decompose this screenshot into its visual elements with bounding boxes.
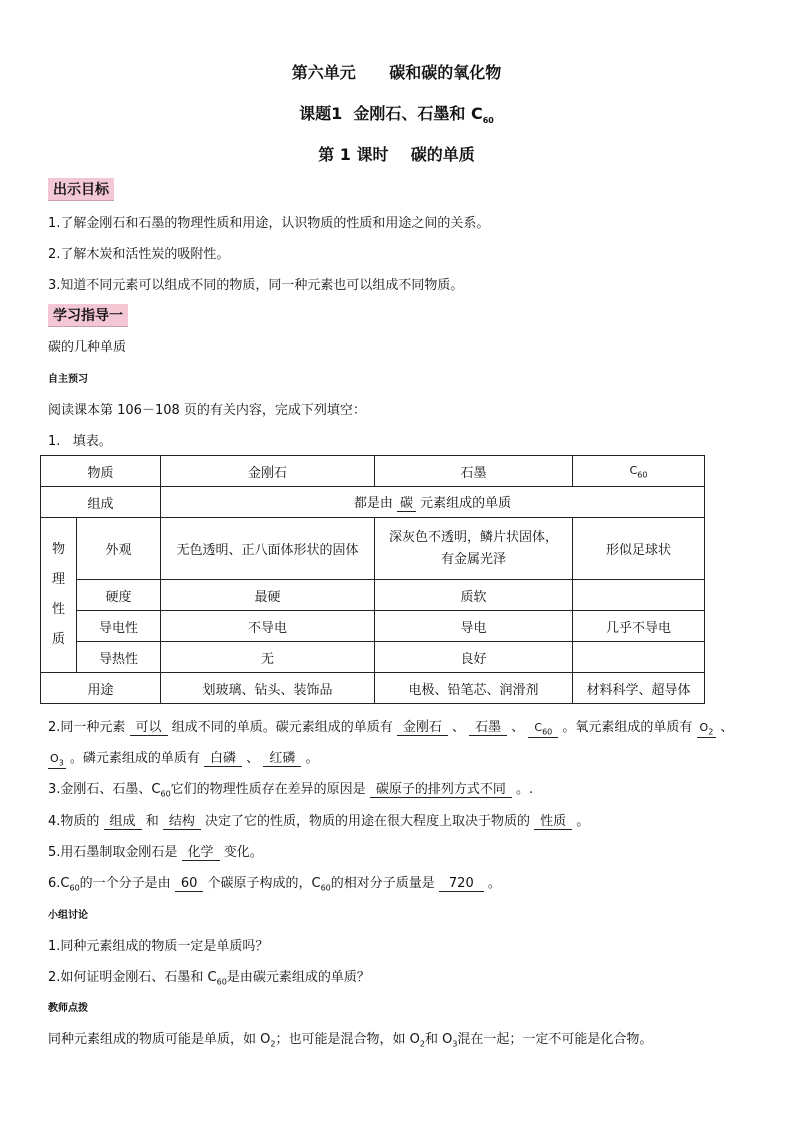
teacher-text: 同种元素组成的物质可能是单质，如 O [48,1032,271,1047]
header-c60 [573,456,705,487]
carbon-table [40,455,705,704]
teacher-note [48,1028,652,1049]
header-c60-sub: 60 [637,470,648,480]
discussion-q1: 1.同种元素组成的物质一定是单质吗？ [48,939,269,954]
diamond-thermal: 无 [161,642,375,673]
composition-label: 组成 [41,487,161,518]
q3-text: 。. [511,782,534,797]
graphite-appearance-2: 有金属光泽 [440,551,506,567]
table-row [41,456,705,487]
question-2-line-1 [48,716,733,738]
q4-answer-property: 性质 [534,810,572,830]
q6-sub: 60 [320,883,331,893]
q6-text: 6.C [48,876,70,891]
c60-thermal [573,642,705,673]
question-5 [48,841,263,861]
q5-text: 5.用石墨制取金刚石是 [48,845,182,860]
q2-answer-o2 [697,720,717,738]
q3-text: 3.金刚石、石墨、C [48,782,161,797]
q6-answer-atoms: 60 [175,876,204,892]
discussion-q2-text: 2.如何证明金刚石、石墨和 C [48,970,217,985]
q2-text: 、 [242,751,264,766]
table-row [41,611,705,642]
header-diamond: 金刚石 [161,456,375,487]
teacher-label: 教师点拨 [48,1003,88,1014]
discussion-q2-sub: 60 [216,977,227,987]
q2-o3-sub: 3 [58,758,64,768]
prop-conductivity: 导电性 [77,611,161,642]
period-title: 第 1 课时 碳的单质 [318,145,475,164]
graphite-use: 电极、铅笔芯、润滑剂 [375,673,573,704]
goal-item-3: 3.知道不同元素可以组成不同的物质，同一种元素也可以组成不同物质。 [48,278,464,293]
q4-answer-structure: 结构 [163,810,201,830]
q6-text: 。 [483,876,501,891]
q2-o2-text: O [699,721,709,734]
question-4 [48,810,589,830]
c60-conductivity: 几乎不导电 [573,611,705,642]
q2-text: 。磷元素组成的单质有 [65,751,205,766]
teacher-sub: 3 [452,1039,458,1049]
composition-pre: 都是由 [353,496,397,511]
q2-answer-diamond: 金刚石 [397,716,448,736]
q2-text: 。氧元素组成的单质有 [558,720,697,735]
goal-item-1: 1.了解金刚石和石墨的物理性质和用途，认识物质的性质和用途之间的关系。 [48,216,490,231]
q3-sub: 60 [160,789,171,799]
composition-post: 元素组成的单质 [416,496,512,511]
table-row [41,642,705,673]
phys-label-char: 性 [51,602,65,617]
q5-text: 变化。 [219,845,263,860]
phys-label-char: 物 [51,542,65,557]
unit-title: 第六单元 碳和碳的氧化物 [291,63,502,82]
q2-o3-text: O [50,752,59,765]
guide-tag: 学习指导一 [48,304,128,327]
q2-c60-sub: 60 [542,727,553,737]
q2-text: 2.同一种元素 [48,720,130,735]
graphite-hardness: 质软 [375,580,573,611]
lesson-title-text: 课题1 金刚石、石墨和 C [299,104,483,123]
phys-label-char: 质 [51,632,65,647]
phys-label [41,518,77,673]
prop-appearance: 外观 [77,518,161,580]
composition-value [161,487,705,518]
teacher-text: 和 O [424,1032,453,1047]
teacher-sub: 2 [270,1039,276,1049]
q2-o2-sub: 2 [708,727,714,737]
q6-text: 个碳原子构成的，C [203,876,321,891]
q2-text: 、 [447,720,470,735]
graphite-thermal: 良好 [375,642,573,673]
q2-text: 、 [716,720,734,735]
table-row [41,673,705,704]
q4-text: 4.物质的 [48,814,104,829]
q3-answer: 碳原子的排列方式不同 [370,778,512,798]
question-1: 1. 填表。 [48,434,112,449]
guide-intro: 阅读课本第 106－108 页的有关内容，完成下列填空： [48,403,366,418]
q2-text: 组成不同的单质。碳元素组成的单质有 [167,720,397,735]
header-substance: 物质 [41,456,161,487]
phys-label-char: 理 [51,572,65,587]
header-c60-text: C [629,463,638,477]
composition-answer: 碳 [397,492,416,512]
table-row [41,580,705,611]
q4-text: 。 [572,814,590,829]
q3-text: 它们的物理性质存在差异的原因是 [170,782,370,797]
teacher-sub: 2 [419,1039,425,1049]
q2-answer-o3 [48,751,66,769]
discussion-q2 [48,966,370,987]
diamond-appearance: 无色透明、正八面体形状的固体 [161,518,375,580]
q2-c60-text: C [534,721,543,734]
graphite-conductivity: 导电 [375,611,573,642]
q5-answer: 化学 [182,841,220,861]
prop-hardness: 硬度 [77,580,161,611]
teacher-text: 混在一起；一定不可能是化合物。 [457,1032,653,1047]
q2-answer-c60 [528,720,558,738]
lesson-title [0,101,793,125]
c60-appearance: 形似足球状 [573,518,705,580]
q6-sub: 60 [69,883,80,893]
teacher-text: ；也可能是混合物，如 O [275,1032,420,1047]
table-row [41,487,705,518]
use-label: 用途 [41,673,161,704]
graphite-appearance-1: 深灰色不透明，鳞片状固体， [388,529,558,545]
preview-label: 自主预习 [48,374,88,385]
q2-answer-red-phosphorus: 红磷 [263,747,301,767]
table-row [41,518,705,580]
lesson-title-sub: 60 [482,116,494,126]
goals-tag: 出示目标 [48,178,114,201]
diamond-conductivity: 不导电 [161,611,375,642]
prop-thermal: 导热性 [77,642,161,673]
guide-topic: 碳的几种单质 [48,340,127,355]
c60-hardness [573,580,705,611]
goal-item-2: 2.了解木炭和活性炭的吸附性。 [48,247,230,262]
q2-text: 、 [507,720,529,735]
header-graphite: 石墨 [375,456,573,487]
graphite-appearance [375,518,573,580]
q4-text: 和 [141,814,163,829]
discussion-label: 小组讨论 [48,910,88,921]
q6-text: 的一个分子是由 [79,876,175,891]
q4-answer-composition: 组成 [104,810,142,830]
q2-answer-can: 可以 [130,716,168,736]
question-6 [48,872,501,893]
q6-text: 的相对分子质量是 [330,876,439,891]
q2-text: 。 [301,751,319,766]
c60-use: 材料科学、超导体 [573,673,705,704]
q2-answer-graphite: 石墨 [469,716,507,736]
question-3 [48,778,533,799]
q4-text: 决定了它的性质，物质的用途在很大程度上取决于物质的 [200,814,535,829]
q6-answer-mass: 720 [439,876,484,892]
diamond-use: 划玻璃、钻头、装饰品 [161,673,375,704]
discussion-q2-text: 是由碳元素组成的单质？ [226,970,370,985]
question-2-line-2 [48,747,318,769]
q2-answer-white-phosphorus: 白磷 [204,747,242,767]
diamond-hardness: 最硬 [161,580,375,611]
